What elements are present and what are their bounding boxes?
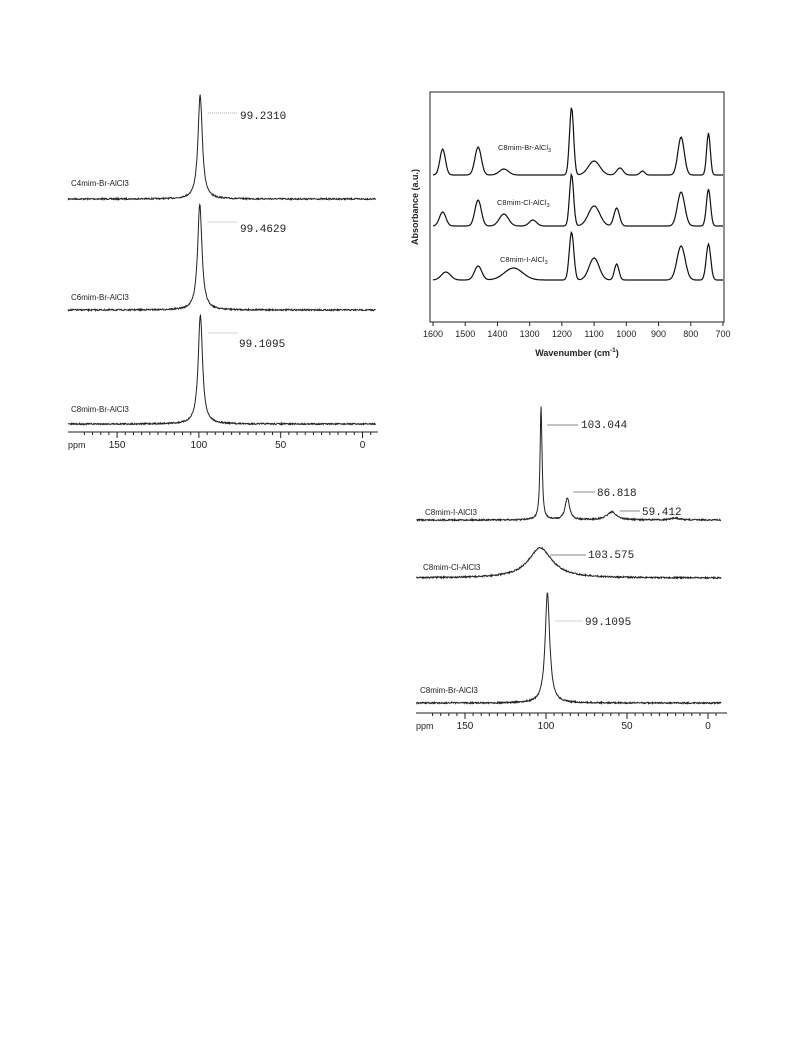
nmr-left-peak-label: 99.2310	[240, 111, 287, 123]
ir-tick-label: 1000	[616, 329, 637, 339]
nmr-left-tick-label: 100	[190, 440, 208, 451]
ir-plot-frame	[430, 92, 724, 322]
nmr-right-series-label: C8mim-Br-AlCl3	[420, 686, 478, 695]
ir-tick-label: 800	[683, 329, 699, 339]
ir-trace-c8mim-i	[433, 233, 723, 281]
nmr-right-tick-label: 0	[705, 721, 711, 732]
nmr-right-series-label: C8mim-I-AlCl3	[425, 508, 477, 517]
nmr-left-panel	[68, 95, 378, 451]
nmr-right-peak-label: 86.818	[597, 488, 637, 500]
nmr-right-trace-c8mim-i	[416, 407, 721, 521]
nmr-left-series-label: C6mim-Br-AlCl3	[71, 293, 129, 302]
ir-tick-label: 700	[715, 329, 731, 339]
nmr-left-ppm-label: ppm	[68, 440, 86, 450]
nmr-right-peak-label: 103.044	[581, 420, 628, 432]
nmr-left-tick-label: 50	[275, 440, 287, 451]
nmr-left-series-label: C8mim-Br-AlCl3	[71, 405, 129, 414]
ir-series-label: C8mim-I-AlCl$_3$	[500, 255, 548, 266]
nmr-right-peak-label: 99.1095	[585, 617, 632, 629]
nmr-left-peak-label: 99.1095	[239, 339, 286, 351]
nmr-right-tick-label: 150	[456, 721, 474, 732]
nmr-left-tick-label: 150	[108, 440, 126, 451]
nmr-right-ppm-label: ppm	[416, 721, 434, 731]
nmr-right-peak-label: 59.412	[642, 507, 682, 519]
nmr-left-peak-label: 99.4629	[240, 224, 287, 236]
ir-series-label: C8mim-Cl-AlCl$_3$	[497, 198, 550, 209]
ir-trace-c8mim-br	[433, 108, 723, 175]
nmr-right-ticks	[433, 713, 716, 719]
ir-tick-label: 1200	[551, 329, 572, 339]
ir-tick-label: 900	[651, 329, 667, 339]
ir-tick-label: 1100	[584, 329, 604, 339]
ir-x-axis-title: Wavenumber $(cm^{-1})$	[535, 347, 619, 358]
ir-trace-c8mim-cl	[433, 175, 723, 226]
ir-tick-label: 1400	[487, 329, 508, 339]
nmr-right-panel	[416, 407, 727, 733]
ir-tick-label: 1600	[422, 329, 444, 339]
nmr-left-series-label: C4mim-Br-AlCl3	[71, 179, 129, 188]
nmr-right-peak-label: 103.575	[588, 550, 635, 562]
nmr-left-tick-label: 0	[359, 440, 366, 451]
nmr-right-tick-label: 50	[621, 721, 633, 732]
ir-tick-label: 1300	[519, 329, 540, 339]
nmr-left-ticks	[84, 432, 370, 438]
ir-tick-label: 1500	[455, 329, 476, 339]
ir-series-label: C8mim-Br-AlCl$_3$	[498, 143, 552, 154]
ir-y-axis-title: Absorbance (a.u.)	[410, 168, 420, 246]
ir-x-ticks	[433, 322, 723, 326]
ir-panel	[410, 92, 730, 358]
nmr-right-tick-label: 100	[537, 721, 555, 732]
nmr-right-series-label: C8mim-Cl-AlCl3	[423, 563, 481, 572]
